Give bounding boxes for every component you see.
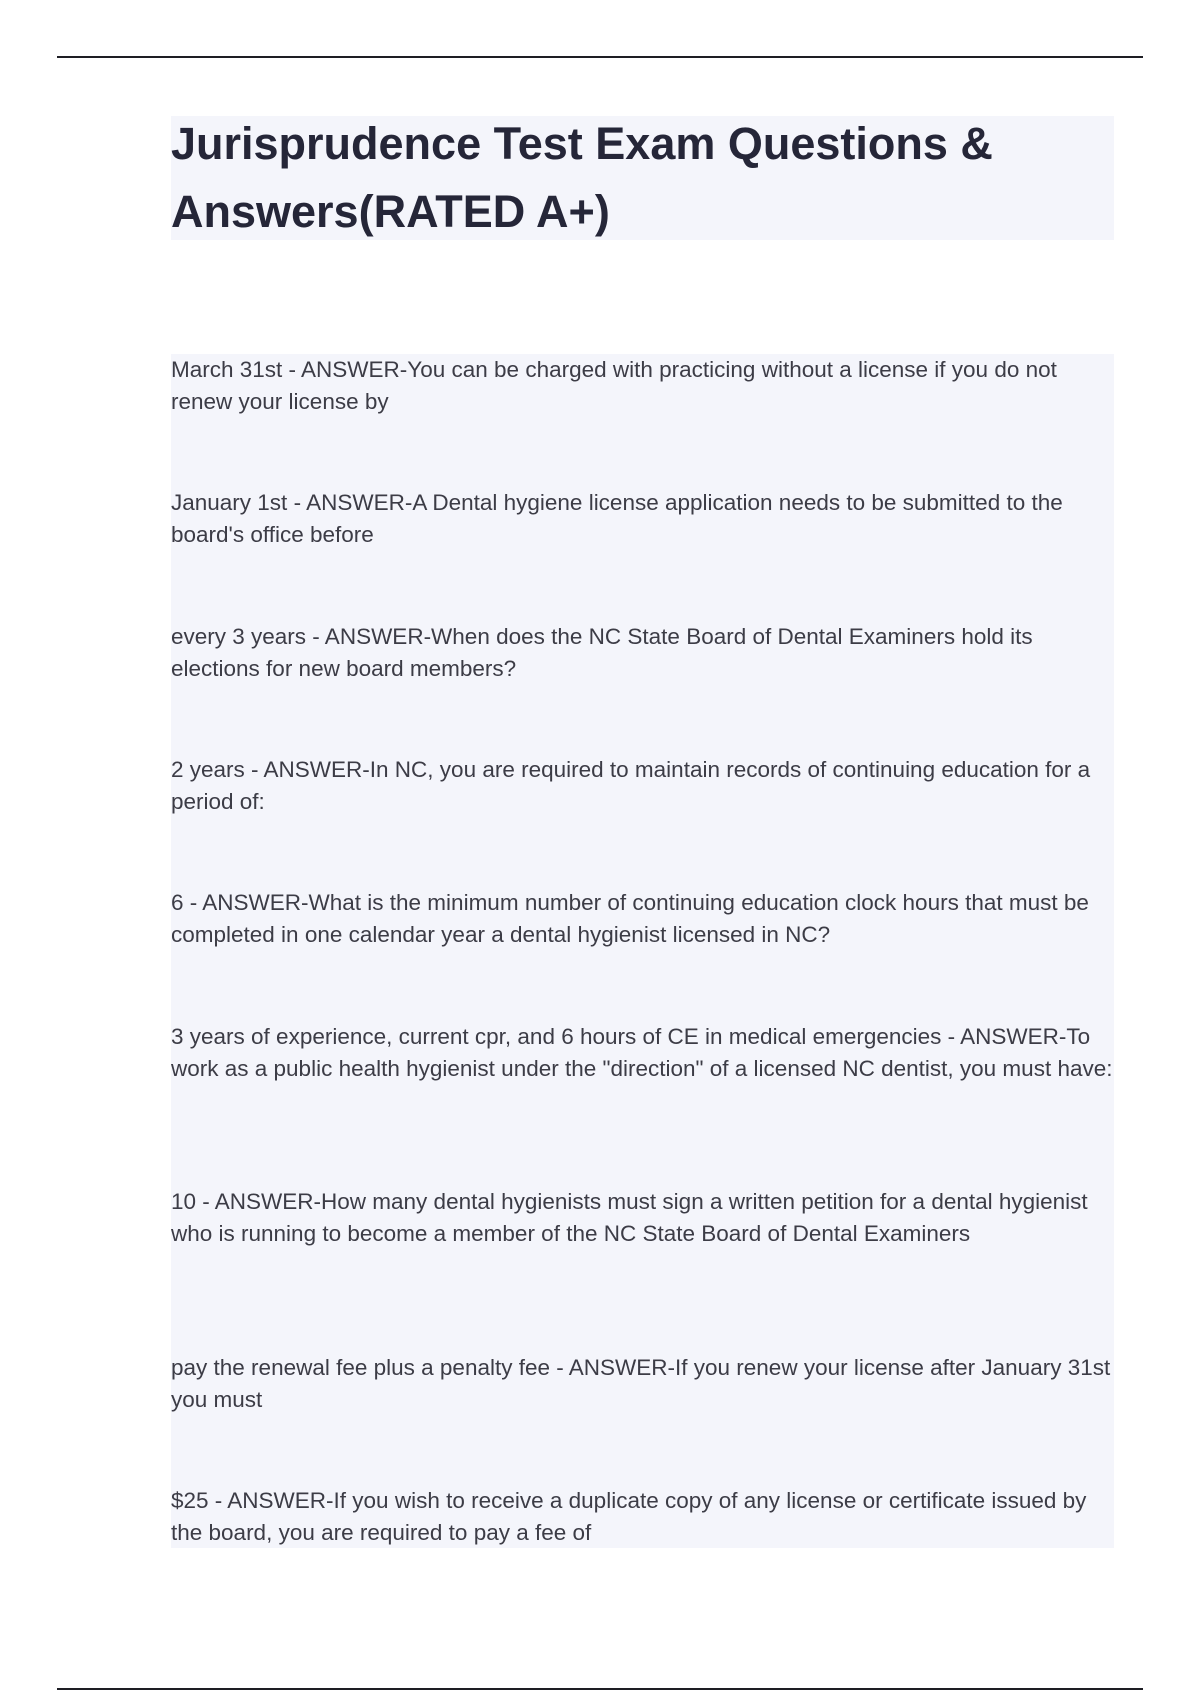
document-title: Jurisprudence Test Exam Questions & Answers(RATED A+) — [171, 118, 993, 237]
qa-item: 10 - ANSWER-How many dental hygienists must sign a written petition for a dental hygienist who is running to become a member of the NC State Board of Dental Examiners — [171, 1189, 1088, 1246]
qa-list — [171, 354, 1114, 1548]
bottom-rule — [57, 1688, 1143, 1690]
qa-item: 3 years of experience, current cpr, and 6 hours of CE in medical emergencies - ANSWER-To work as a public health hygienist under the "direction" of a licensed NC dentist, you must have: — [171, 1024, 1113, 1081]
qa-item: March 31st - ANSWER-You can be charged with practicing without a license if you do not renew your license by — [171, 357, 1057, 414]
qa-item: pay the renewal fee plus a penalty fee - ANSWER-If you renew your license after January 31st you must — [171, 1355, 1111, 1412]
qa-item: 2 years - ANSWER-In NC, you are required to maintain records of continuing education for a period of: — [171, 757, 1091, 814]
title-block — [171, 116, 1114, 240]
qa-item: January 1st - ANSWER-A Dental hygiene license application needs to be submitted to the board's office before — [171, 490, 1063, 547]
qa-item: 6 - ANSWER-What is the minimum number of continuing education clock hours that must be completed in one calendar year a dental hygienist licensed in NC? — [171, 890, 1089, 947]
top-rule — [57, 56, 1143, 58]
qa-item: $25 - ANSWER-If you wish to receive a duplicate copy of any license or certificate issued by the board, you are required to pay a fee of — [171, 1488, 1087, 1545]
qa-item: every 3 years - ANSWER-When does the NC State Board of Dental Examiners hold its elections for new board members? — [171, 624, 1033, 681]
